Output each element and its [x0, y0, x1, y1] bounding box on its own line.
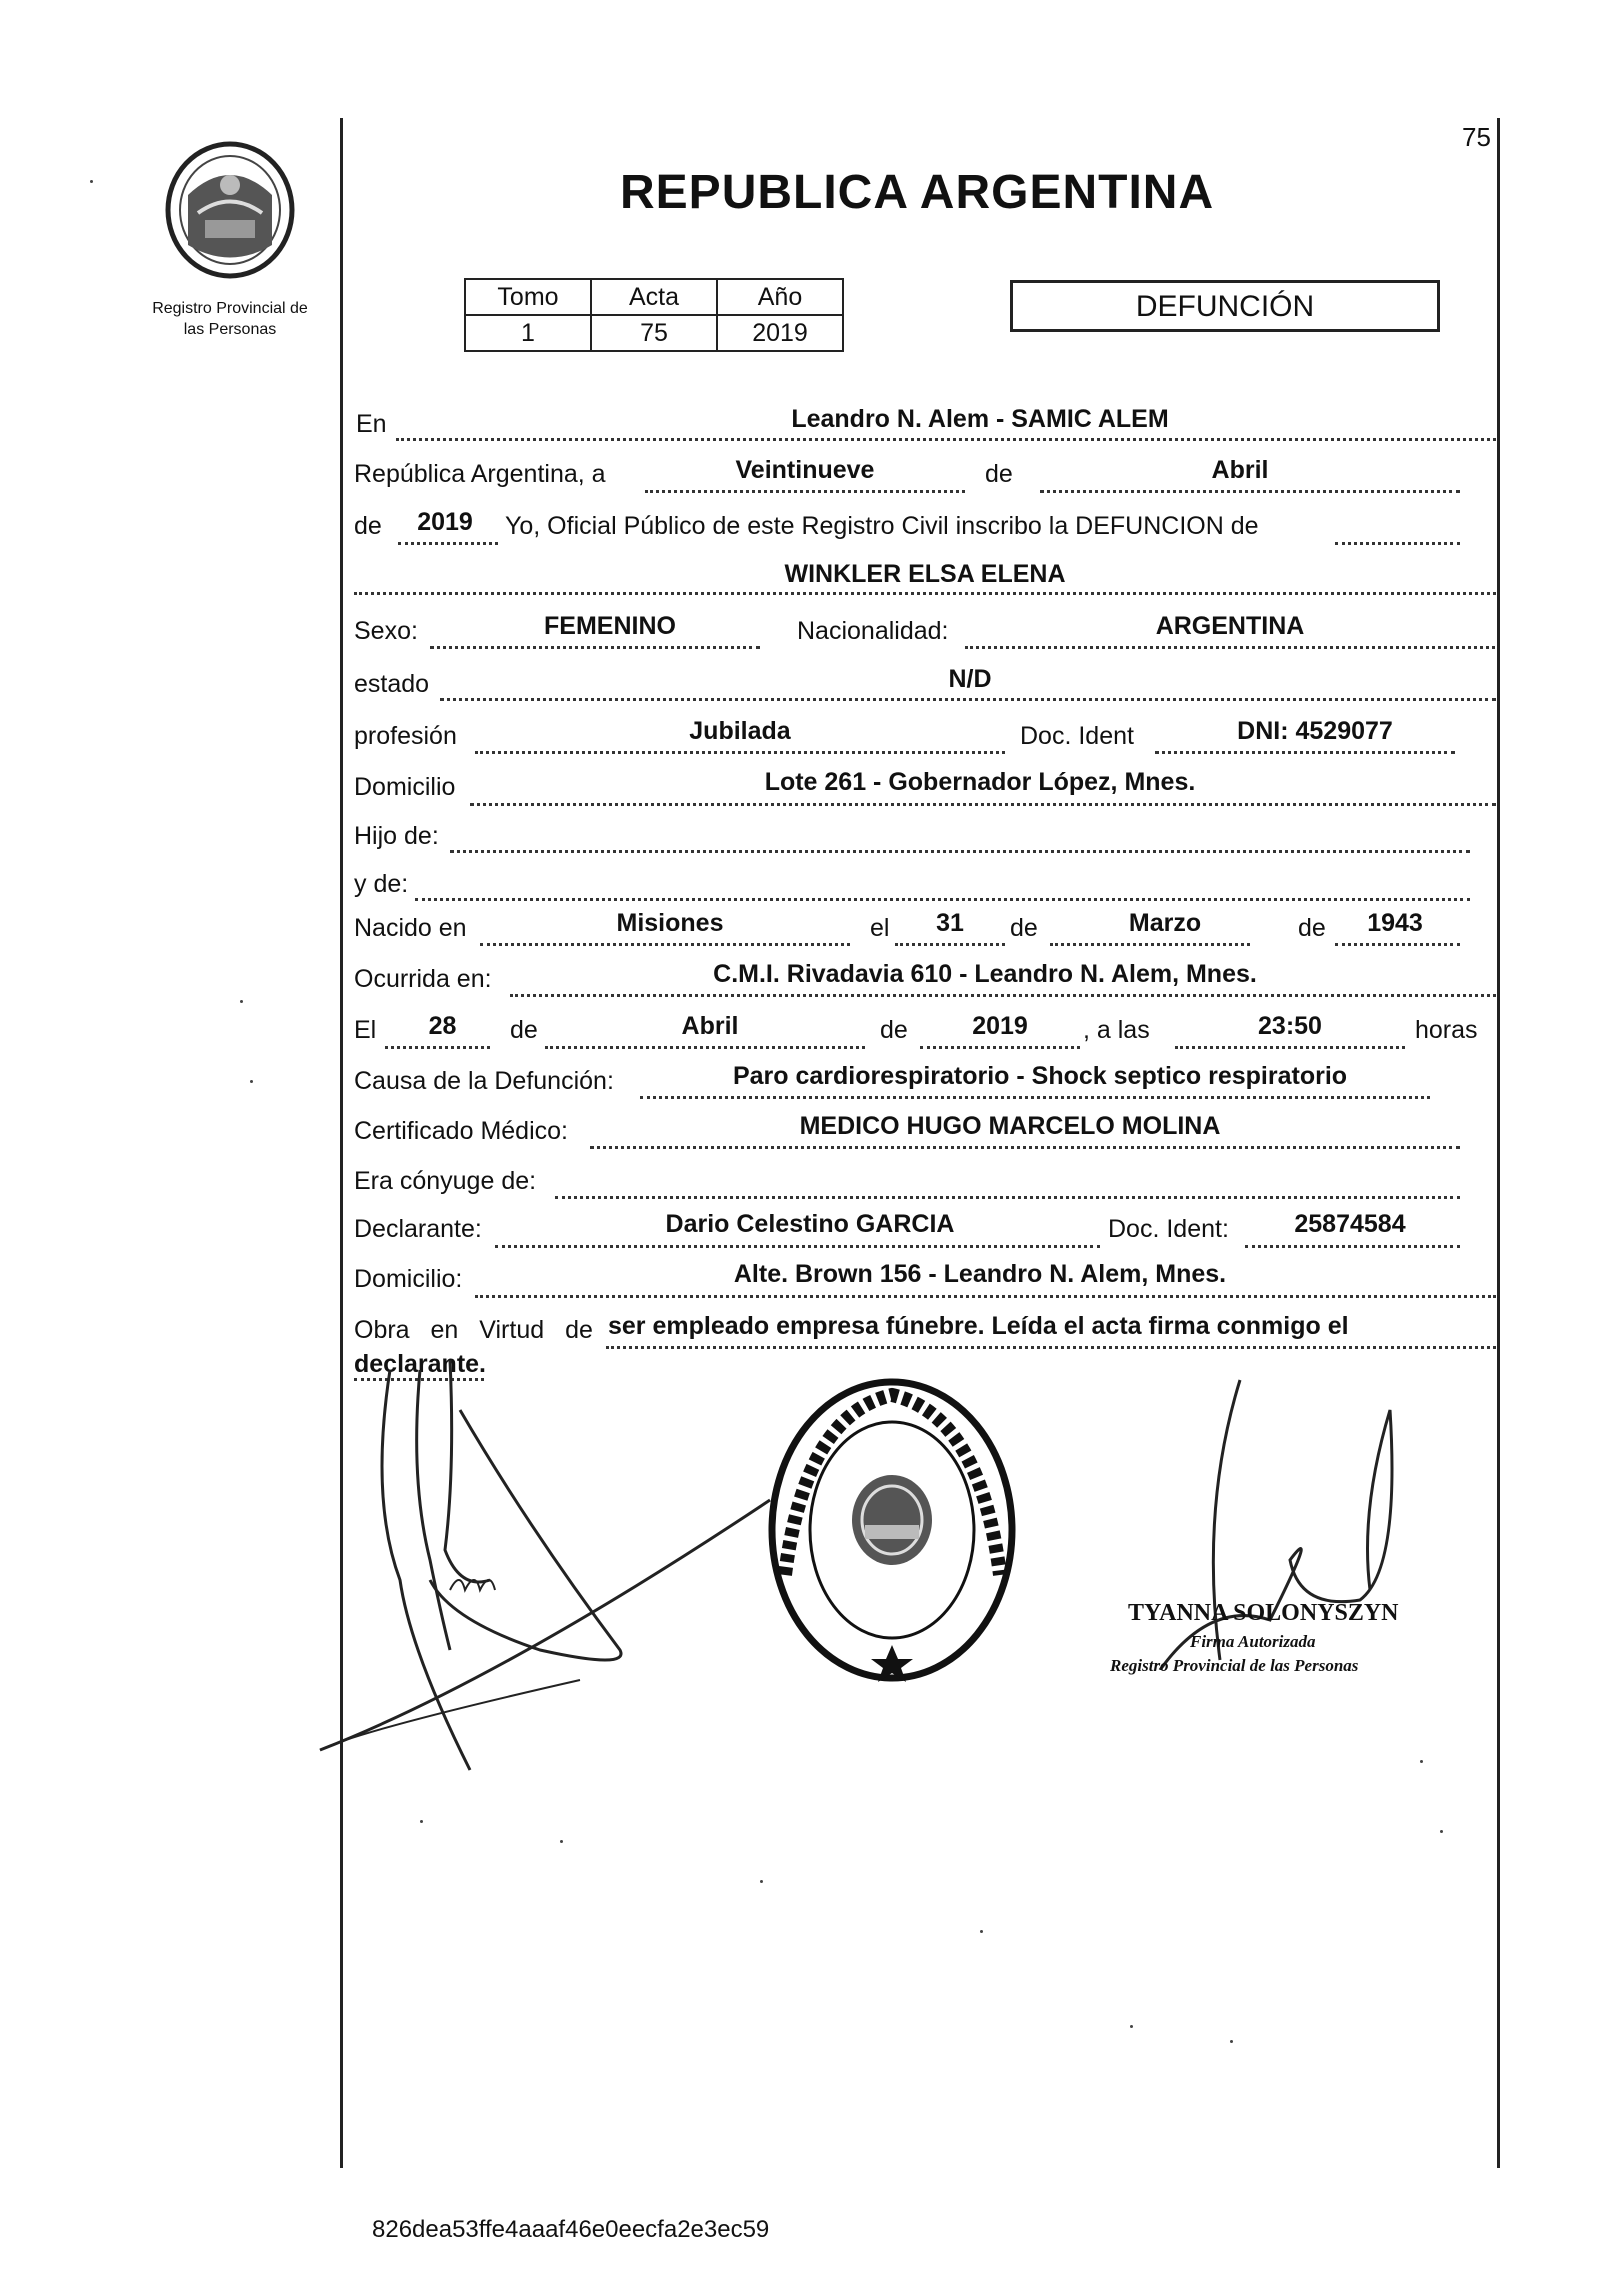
dotted-line [1335, 542, 1460, 545]
month-value: Abril [1211, 456, 1269, 484]
dotted-line [895, 943, 1005, 946]
obra-text: ser empleado empresa fúnebre. Leída el acta firma conmigo el [608, 1312, 1349, 1340]
dotted-line [1245, 1245, 1460, 1248]
de3-label: de [1010, 914, 1038, 942]
register-header-anio: Año [717, 279, 843, 315]
scan-speck [90, 180, 93, 183]
dotted-line [398, 542, 498, 545]
decl-domicilio-value: Alte. Brown 156 - Leandro N. Alem, Mnes. [733, 1260, 1227, 1288]
dotted-line [645, 490, 965, 493]
de5-label: de [510, 1016, 538, 1044]
estado-label: estado [354, 670, 430, 698]
profesion-label: profesión [354, 722, 457, 750]
profesion-value: Jubilada [689, 717, 791, 745]
record-type-box: DEFUNCIÓN [1010, 280, 1440, 332]
scan-speck [980, 1930, 983, 1933]
dotted-line [396, 438, 1496, 441]
register-header-acta: Acta [591, 279, 717, 315]
register-value-tomo: 1 [465, 315, 591, 351]
nacido-mes-value: Marzo [1128, 909, 1202, 937]
decl-doc-label: Doc. Ident: [1108, 1215, 1229, 1243]
doc-label: Doc. Ident [1020, 722, 1134, 750]
dotted-line [1175, 1046, 1405, 1049]
left-margin-line [340, 118, 343, 2168]
registry-label-line1: Registro Provincial de [152, 300, 308, 317]
scan-speck [240, 1000, 243, 1003]
scan-speck [250, 1080, 253, 1083]
de-label: de [985, 460, 1013, 488]
de4-label: de [1298, 914, 1326, 942]
domicilio-value: Lote 261 - Gobernador López, Mnes. [764, 768, 1196, 796]
ocurrida-label: Ocurrida en: [354, 965, 492, 993]
def-anio-value: 2019 [972, 1012, 1028, 1040]
scan-speck [420, 1820, 423, 1823]
authority-name: TYANNA SOLONYSZYN [1128, 1600, 1399, 1626]
day-words-value: Veintinueve [735, 456, 875, 484]
en-label: En [356, 410, 387, 438]
page-number: 75 [1462, 122, 1491, 152]
dotted-line [415, 898, 1470, 901]
statement-text: Yo, Oficial Público de este Registro Civil inscribo la DEFUNCION de [505, 512, 1259, 540]
dotted-line [920, 1046, 1080, 1049]
document-hash: 826dea53ffe4aaaf46e0eecfa2e3ec59 [372, 2216, 770, 2243]
dotted-line [965, 646, 1495, 649]
register-table-value-row [465, 315, 843, 351]
republica-label: República Argentina, a [354, 460, 606, 488]
nacionalidad-value: ARGENTINA [1155, 612, 1305, 640]
dotted-line [385, 1046, 490, 1049]
yde-label: y de: [354, 870, 409, 898]
dotted-line [1040, 490, 1460, 493]
hijo-label: Hijo de: [354, 822, 439, 850]
dotted-line [430, 646, 760, 649]
declarant-signature-icon [300, 1350, 780, 1790]
sexo-label: Sexo: [354, 617, 418, 645]
obra-text-line2: declarante. [354, 1350, 487, 1378]
sexo-value: FEMENINO [544, 612, 676, 640]
dotted-line [354, 592, 1496, 595]
register-table-header-row [465, 279, 843, 315]
authority-organization: Registro Provincial de las Personas [1110, 1656, 1359, 1675]
decl-doc-value: 25874584 [1294, 1210, 1406, 1238]
dotted-line [475, 1295, 1496, 1298]
dotted-line [555, 1196, 1460, 1199]
authority-role: Firma Autorizada [1190, 1632, 1316, 1651]
certificado-label: Certificado Médico: [354, 1117, 568, 1145]
def-mes-value: Abril [681, 1012, 739, 1040]
dotted-line [1335, 943, 1460, 946]
decl-domicilio-label: Domicilio: [354, 1265, 463, 1293]
document-title: REPUBLICA ARGENTINA [620, 166, 1215, 219]
de6-label: de [880, 1016, 908, 1044]
register-table [464, 278, 844, 352]
official-stamp-icon [765, 1375, 1020, 1685]
dotted-line [475, 751, 1005, 754]
doc-value: DNI: 4529077 [1237, 717, 1393, 745]
scan-speck [1130, 2025, 1133, 2028]
nacionalidad-label: Nacionalidad: [797, 617, 949, 645]
deceased-name-value: WINKLER ELSA ELENA [784, 560, 1066, 588]
right-margin-line [1497, 118, 1500, 2168]
register-value-anio: 2019 [717, 315, 843, 351]
horas-label: horas [1415, 1016, 1478, 1044]
el2-label: El [354, 1016, 377, 1044]
dotted-line [1155, 751, 1455, 754]
scan-speck [760, 1880, 763, 1883]
estado-value: N/D [948, 665, 992, 693]
nacido-label: Nacido en [354, 914, 467, 942]
year-value: 2019 [417, 508, 473, 536]
def-dia-value: 28 [428, 1012, 457, 1040]
scan-speck [560, 1840, 563, 1843]
register-value-acta: 75 [591, 315, 717, 351]
causa-label: Causa de la Defunción: [354, 1067, 614, 1095]
nacido-dia-value: 31 [936, 909, 964, 937]
dotted-line [590, 1146, 1460, 1149]
nacido-anio-value: 1943 [1367, 909, 1423, 937]
provincial-seal-icon [160, 135, 300, 280]
dotted-line [480, 943, 850, 946]
nacido-lugar-value: Misiones [616, 909, 724, 937]
dotted-line [450, 850, 1470, 853]
dotted-line [606, 1346, 1496, 1349]
dotted-line [440, 698, 1496, 701]
obra-label: Obra en Virtud de [354, 1316, 593, 1344]
causa-value: Paro cardiorespiratorio - Shock septico respiratorio [732, 1062, 1348, 1090]
dotted-line [510, 994, 1496, 997]
conyuge-label: Era cónyuge de: [354, 1167, 537, 1195]
de2-label: de [354, 512, 382, 540]
def-hora-value: 23:50 [1258, 1012, 1322, 1040]
dotted-line [1050, 943, 1250, 946]
dotted-line [495, 1245, 1100, 1248]
declarante-label: Declarante: [354, 1215, 482, 1243]
registry-label [120, 298, 340, 340]
dotted-line [640, 1096, 1430, 1099]
domicilio-label: Domicilio [354, 773, 456, 801]
declarante-value: Dario Celestino GARCIA [665, 1210, 955, 1238]
register-header-tomo: Tomo [465, 279, 591, 315]
registry-label-line2: las Personas [183, 321, 277, 338]
ocurrida-value: C.M.I. Rivadavia 610 - Leandro N. Alem, Mnes. [713, 960, 1257, 988]
alas-label: , a las [1083, 1016, 1150, 1044]
el-label: el [870, 914, 890, 942]
certificado-value: MEDICO HUGO MARCELO MOLINA [799, 1112, 1221, 1140]
place-value: Leandro N. Alem - SAMIC ALEM [791, 405, 1169, 433]
scan-speck [1440, 1830, 1443, 1833]
dotted-line [545, 1046, 865, 1049]
scan-speck [1230, 2040, 1233, 2043]
scan-speck [1420, 1760, 1423, 1763]
dotted-line [470, 803, 1496, 806]
